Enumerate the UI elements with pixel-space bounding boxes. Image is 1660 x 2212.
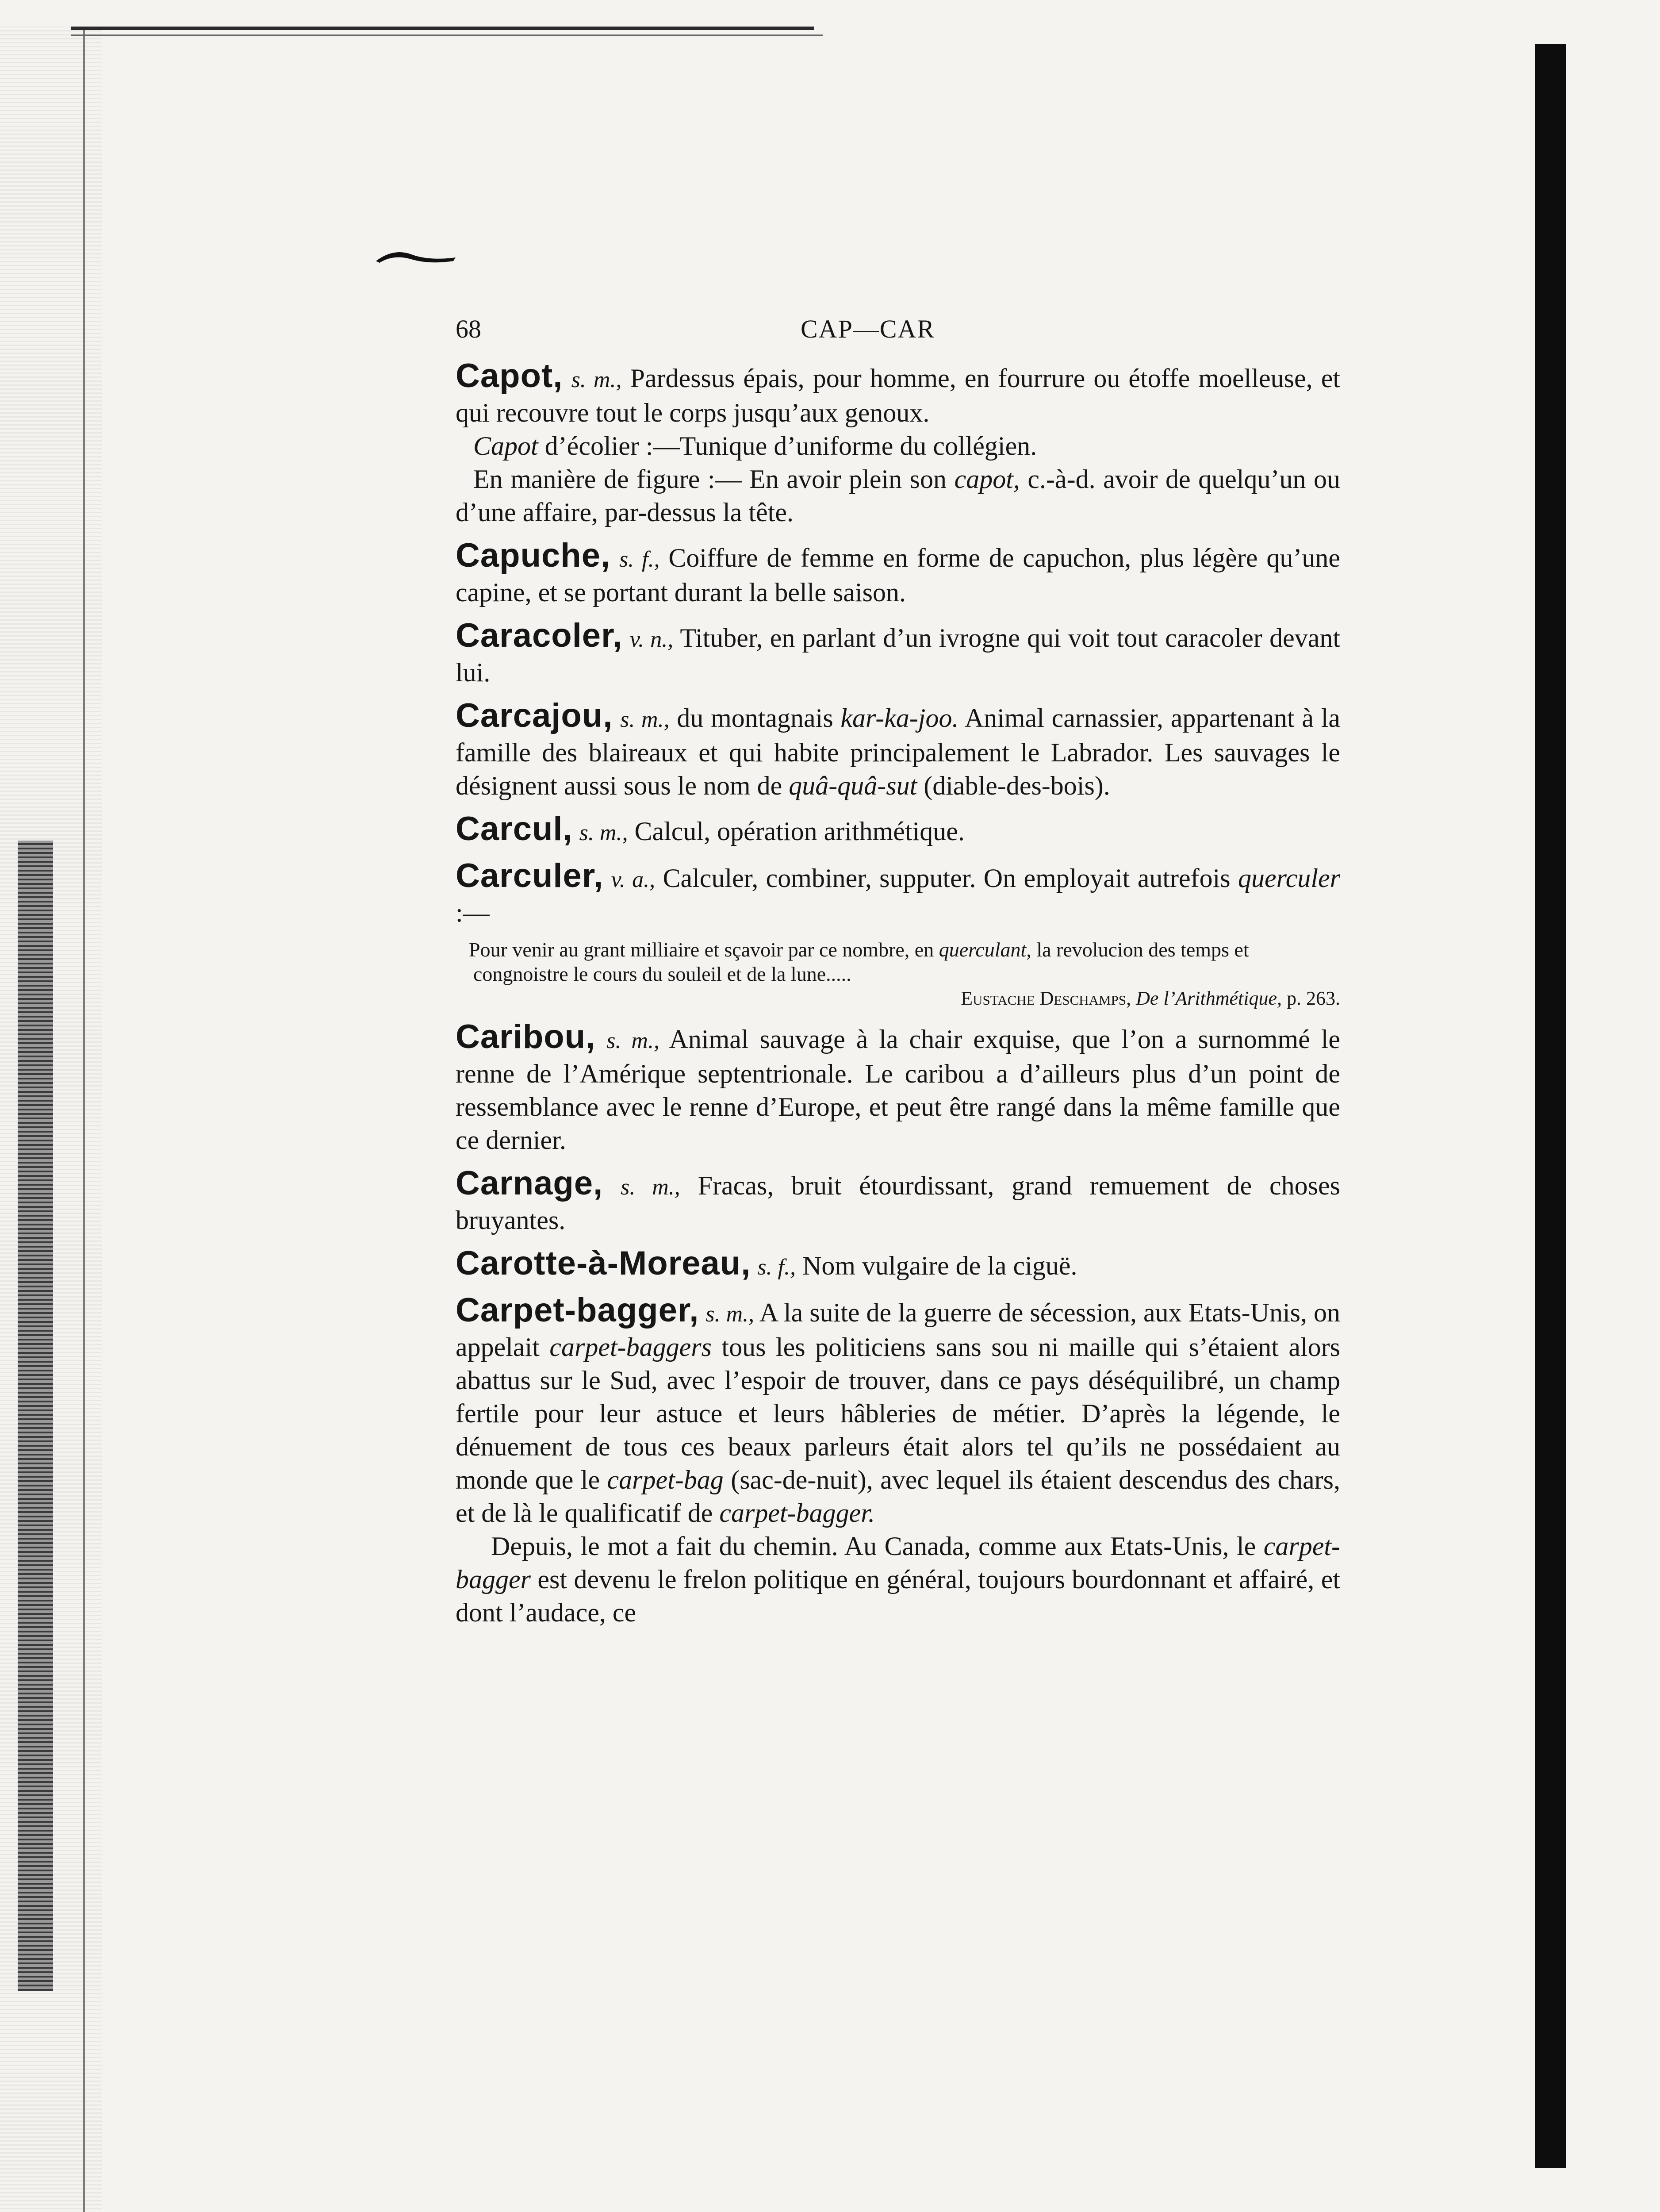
citation-source	[473, 986, 1340, 1010]
headword: Carnage,	[456, 1164, 603, 1202]
grammar-label: v. a.,	[611, 867, 656, 892]
headword: Carcul,	[456, 810, 573, 848]
citation-page: p. 263.	[1282, 987, 1340, 1009]
entry-carcajou: Carcajou, s. m., du montagnais kar-ka-joo. Animal carnassier, appartenant à la famille des blaireaux et qui habite principalement le Labrador. Les sauvages le désignent aussi sous le nom de quâ-quâ-sut (diable-des-bois).	[456, 697, 1341, 800]
entry-carculer: Carculer, v. a., Calculer, combiner, supputer. On employait autrefois querculer :—	[456, 857, 1340, 927]
scan-top-border-thin	[71, 35, 823, 36]
entry-capot	[456, 359, 1340, 430]
entry-capuche	[456, 539, 1340, 609]
grammar-label: s. f.,	[619, 547, 660, 572]
headword: Carculer,	[456, 857, 604, 895]
entry-carnage	[456, 1164, 1340, 1237]
entry-carotte-a-moreau	[456, 1244, 1340, 1284]
definition: Tituber, en parlant d’un ivrogne qui voit tout caracoler devant lui.	[456, 623, 1341, 687]
grammar-label: s. m.,	[705, 1302, 755, 1327]
definition: Calcul, opération arithmétique.	[628, 817, 965, 846]
old-form: querculer	[1238, 864, 1340, 893]
definition: Coiffure de femme en forme de capuchon, plus légère qu’une capine, et se portant durant la belle saison.	[456, 543, 1341, 607]
grammar-label: s. m.,	[571, 367, 622, 392]
grammar-label: s. m.,	[606, 1028, 659, 1053]
citation-author: Eustache Deschamps,	[961, 987, 1131, 1009]
headword: Caracoler,	[456, 617, 623, 654]
headword: Carotte-à-Moreau,	[456, 1244, 751, 1282]
sub-sense: En manière de figure :— En avoir plein son capot, c.-à-d. avoir de quelqu’un ou d’une affaire, par-dessus la tête.	[456, 465, 1340, 527]
running-head	[456, 314, 1340, 349]
sub-sense-term: Capot	[473, 431, 538, 461]
grammar-label: s. m.,	[621, 1175, 680, 1200]
scan-top-border	[71, 27, 814, 30]
grammar-label: s. m.,	[620, 707, 670, 732]
citation-work: De l’Arithmétique,	[1136, 987, 1282, 1009]
native-name: quâ-quâ-sut	[789, 771, 917, 800]
ink-smudge-icon	[376, 248, 456, 265]
etymon: kar-ka-joo.	[840, 703, 959, 733]
scan-edge-texture	[18, 841, 53, 1991]
grammar-label: s. f.,	[757, 1255, 796, 1280]
entry-carpet-bagger: Carpet-bagger, s. m., A la suite de la guerre de sécession, aux Etats-Unis, on appelait carpet-baggers tous les politiciens sans sou ni maille qui s’étaient alors abattus sur le Sud, avec l’espoir de trouver, dans ce pays déséquilibré, un champ fertile pour leur astuce et leurs hâbleries de métier. D’après la légende, le dénuement de tous ces beaux parleurs était alors tel qu’ils ne possédaient au monde que le carpet-bag (sac-de-nuit), avec lequel ils étaient descendus des chars, et de là le qualificatif de carpet-bagger.	[456, 1291, 1340, 1528]
entry-caribou	[456, 1020, 1340, 1157]
headword: Carcajou,	[456, 697, 613, 734]
grammar-label: s. m.,	[579, 820, 628, 845]
headword: Capot,	[456, 357, 563, 395]
grammar-label: v. n.,	[629, 627, 674, 652]
page-number: 68	[456, 315, 481, 343]
headword: Capuche,	[456, 537, 611, 574]
definition: Fracas, bruit étourdissant, grand remuement de choses bruyantes.	[456, 1171, 1340, 1235]
scan-right-binding-bar	[1535, 44, 1566, 2168]
dictionary-page	[456, 314, 1340, 1629]
page-edge-line	[83, 27, 85, 2212]
headword: Caribou,	[456, 1018, 596, 1056]
running-head-title: CAP—CAR	[801, 315, 935, 343]
sub-sense-term: capot,	[954, 465, 1020, 494]
entry-carcul	[456, 812, 1340, 849]
sub-sense: Capot d’écolier :—Tunique d’uniforme du collégien.	[473, 431, 1037, 461]
definition: Pardessus épais, pour homme, en fourrure ou étoffe moelleuse, et qui recouvre tout le corps jusqu’aux genoux.	[456, 364, 1341, 427]
citation-quote: Pour venir au grant milliaire et sçavoir par ce nombre, en querculant, la revolucion des temps et congnoistre le cours du souleil et de la lune..... Eustache Deschamps, De l’Arithmétique, p. 263.	[456, 937, 1340, 1010]
definition: Nom vulgaire de la ciguë.	[796, 1251, 1077, 1280]
definition: Animal sauvage à la chair exquise, que l’on a surnommé le renne de l’Amérique septentrionale. Le caribou a d’ailleurs plus d’un point de ressemblance avec le renne d’Europe, et peut être rangé dans la même famille que ce dernier.	[456, 1025, 1341, 1155]
headword: Carpet-bagger,	[456, 1291, 699, 1329]
entry-caracoler	[456, 619, 1340, 689]
paragraph: Depuis, le mot a fait du chemin. Au Canada, comme aux Etats-Unis, le carpet-bagger est devenu le frelon politique en général, toujours bourdonnant et affairé, et dont l’audace, ce	[456, 1532, 1340, 1627]
